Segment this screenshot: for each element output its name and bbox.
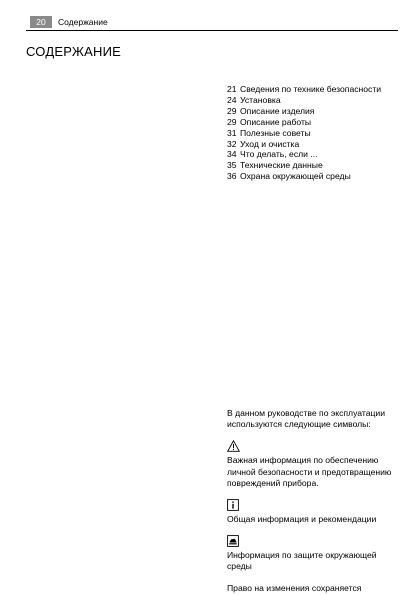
header-divider [26, 30, 398, 31]
header-title: Содержание [58, 17, 108, 27]
symbols-legend [227, 408, 399, 594]
toc-entry[interactable] [227, 139, 407, 150]
page-number: 20 [30, 16, 52, 28]
toc-entry-title: Технические данные [240, 160, 323, 171]
warning-text: Важная информация по обеспечению личной безопасности и предотвращению повреждений прибора. [227, 455, 392, 488]
toc-page-number: 24 [227, 94, 237, 105]
change-notice: Право на изменения сохраняется [227, 582, 362, 593]
toc-entry[interactable] [227, 149, 407, 160]
toc-page-number: 31 [227, 127, 237, 138]
toc-page-number: 35 [227, 160, 237, 171]
toc-entry-title: Полезные советы [240, 127, 311, 138]
legend-intro: В данном руководстве по эксплуатации используются следующие символы: [227, 408, 385, 430]
environment-text: Информация по защите окружающей среды [227, 550, 377, 572]
environment-icon [227, 535, 399, 549]
toc-entry-title: Описание работы [240, 116, 312, 127]
toc-entry[interactable] [227, 128, 407, 139]
toc-entry[interactable] [227, 160, 407, 171]
warning-triangle-icon [227, 440, 399, 454]
toc-page-number: 32 [227, 138, 237, 149]
toc-entry[interactable] [227, 95, 407, 106]
toc-entry[interactable] [227, 171, 407, 182]
page-header [26, 14, 398, 30]
table-of-contents [227, 84, 407, 182]
toc-entry-title: Что делать, если ... [240, 149, 318, 160]
toc-entry-title: Установка [240, 94, 281, 105]
toc-page-number: 34 [227, 149, 237, 160]
toc-entry-title: Уход и очистка [240, 138, 300, 149]
toc-entry-title: Описание изделия [240, 105, 315, 116]
page-title: СОДЕРЖАНИЕ [26, 44, 122, 59]
toc-entry-title: Сведения по технике безопасности [240, 84, 382, 94]
toc-entry[interactable] [227, 106, 407, 117]
toc-entry-title: Охрана окружающей среды [240, 171, 351, 182]
toc-page-number: 29 [227, 105, 237, 116]
toc-page-number: 36 [227, 171, 237, 182]
toc-entry[interactable] [227, 84, 407, 95]
info-icon [227, 499, 399, 513]
toc-page-number: 21 [227, 84, 237, 94]
info-text: Общая информация и рекомендации [227, 514, 377, 525]
toc-entry[interactable] [227, 117, 407, 128]
toc-page-number: 29 [227, 116, 237, 127]
